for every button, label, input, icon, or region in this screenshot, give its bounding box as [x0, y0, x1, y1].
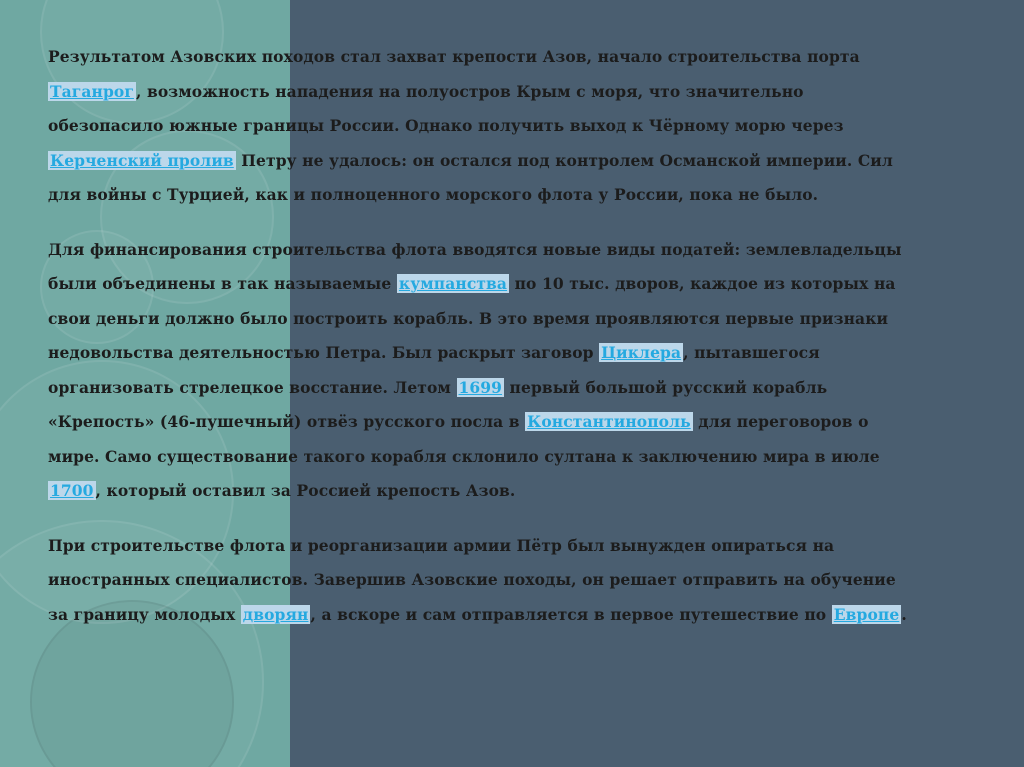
link-dvoryan[interactable]: дворян [242, 604, 309, 624]
slide-text [48, 40, 908, 652]
paragraph-3: При строительстве флота и реорганизации армии Пётр был вынужден опираться на иностранных специалистов. Завершив Азовские походы, он решает отправить на обучение за границу молодых дворян , а вскоре и сам отправляется в первое путешествие по Европе . [48, 535, 907, 624]
link-taganrog[interactable]: Таганрог [50, 81, 134, 101]
link-constantinople[interactable]: Константинополь [527, 412, 691, 431]
link-1699[interactable]: 1699 [458, 377, 503, 397]
link-kerch-strait[interactable]: Керченский пролив [50, 150, 234, 170]
paragraph-1: Результатом Азовских походов стал захват крепости Азов, начало строительства порта Таганрог , возможность нападения на полуостров Крым с моря, что значительно обезопасило южные границы России. Однако получить выход к Чёрному морю через Керченский пролив Петру не удалось: он остался под контролем Османской империи. Сил для войны с Турцией, как и полноценного морского флота у России, пока не было. [48, 47, 893, 204]
link-tsikler[interactable]: Циклера [601, 343, 682, 362]
paragraph-2: Для финансирования строительства флота вводятся новые виды податей: землевладельцы были объединены в так называемые кумпанства по 10 тыс. дворов, каждое из которых на свои деньги должно было построить корабль. В это время проявляются первые признаки недовольства деятельностью Петра. Был раскрыт заговор Циклера , пытавшегося организовать стрелецкое восстание. Летом 1699 первый большой русский корабль «Крепость» (46-пушечный) отвёз русского посла в Константинополь для переговоров о мире. Само существование такого корабля склонило султана к заключению мира в июле 1700 , который оставил за Россией крепость Азов. [48, 239, 902, 500]
link-europe[interactable]: Европе [833, 604, 900, 624]
link-kumpanstva[interactable]: кумпанства [398, 274, 508, 293]
link-1700[interactable]: 1700 [50, 481, 94, 500]
